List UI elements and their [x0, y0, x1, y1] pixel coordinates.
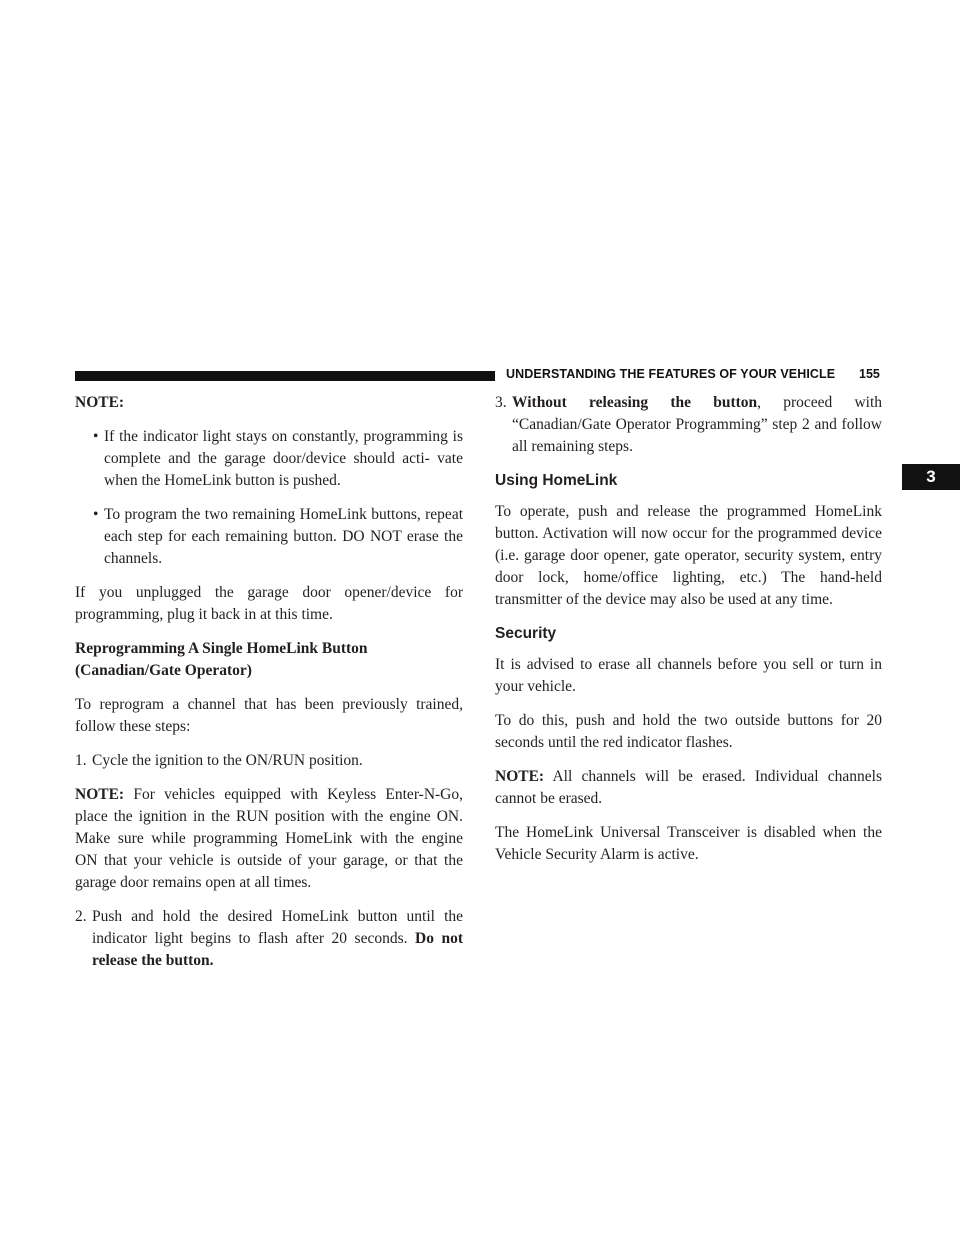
step-text: Push and hold the desired HomeLink button until the indicator light begins to flash after 20 seconds. [92, 908, 463, 947]
paragraph-using: To operate, push and release the programmed HomeLink button. Activation will now occur for the programmed device (i.e. garage door opener, gate operator, security system, entry door lock, home/office lighting, etc.) The hand-held transmitter of the device may also be used at any time. [495, 503, 882, 608]
step-2 [75, 906, 463, 972]
header-bar [75, 371, 495, 381]
subheading-line-2: (Canadian/Gate Operator) [75, 662, 252, 679]
section-header-title: UNDERSTANDING THE FEATURES OF YOUR VEHICLE [506, 367, 836, 381]
step-text: Cycle the ignition to the ON/RUN position. [92, 752, 363, 769]
paragraph-security-1: It is advised to erase all channels before you sell or turn in your vehicle. [495, 656, 882, 695]
step-text: , proceed with “Canadian/Gate Operator Programming” step 2 and follow all remaining steps. [512, 394, 883, 455]
subheading-reprogramming [75, 638, 463, 682]
note-erase [495, 766, 882, 810]
bullet-item [75, 426, 463, 492]
step-bold-text: Do not release the button. [92, 930, 463, 969]
heading-using-homelink: Using HomeLink [495, 472, 618, 489]
bullet-dot-icon: • [93, 506, 99, 523]
bullet-item [75, 504, 463, 570]
bullet-text: To program the two remaining HomeLink buttons, repeat each step for each remaining button. DO NOT erase the channels. [104, 506, 463, 567]
note-text: All channels will be erased. Individual channels cannot be erased. [495, 768, 882, 807]
note-label: NOTE: [495, 768, 545, 785]
step-number: 3. [495, 394, 507, 411]
subheading-line-1: Reprogramming A Single HomeLink Button [75, 640, 368, 657]
step-number: 1. [75, 752, 87, 769]
page-number: 155 [859, 367, 880, 381]
note-keyless [75, 784, 463, 894]
heading-security: Security [495, 625, 557, 642]
chapter-tab [902, 464, 960, 490]
step-1 [75, 750, 463, 772]
left-column [75, 392, 463, 984]
paragraph-disabled: The HomeLink Universal Transceiver is disabled when the Vehicle Security Alarm is active. [495, 824, 882, 863]
step-bold-text: Without releasing the button [512, 394, 758, 411]
right-column [495, 392, 882, 878]
paragraph-reprogram: To reprogram a channel that has been previously trained, follow these steps: [75, 696, 463, 735]
bullet-text: If the indicator light stays on constantly, programming is complete and the garage door/device should acti- vate when the HomeLink button is pushed. [104, 428, 463, 489]
step-number: 2. [75, 908, 87, 925]
note-label: NOTE: [75, 394, 125, 411]
paragraph-unplugged: If you unplugged the garage door opener/device for programming, plug it back in at this time. [75, 584, 463, 623]
paragraph-security-2: To do this, push and hold the two outside buttons for 20 seconds until the red indicator flashes. [495, 712, 882, 751]
chapter-tab-number: 3 [926, 467, 936, 486]
bullet-dot-icon: • [93, 428, 99, 445]
note-label: NOTE: [75, 786, 125, 803]
note-text: For vehicles equipped with Keyless Enter-N-Go, place the ignition in the RUN position with the engine ON. Make sure while programming HomeLink with the engine ON that your vehicle is outside of your garage, or that the garage door remains open at all times. [75, 786, 464, 891]
step-3 [495, 392, 882, 458]
